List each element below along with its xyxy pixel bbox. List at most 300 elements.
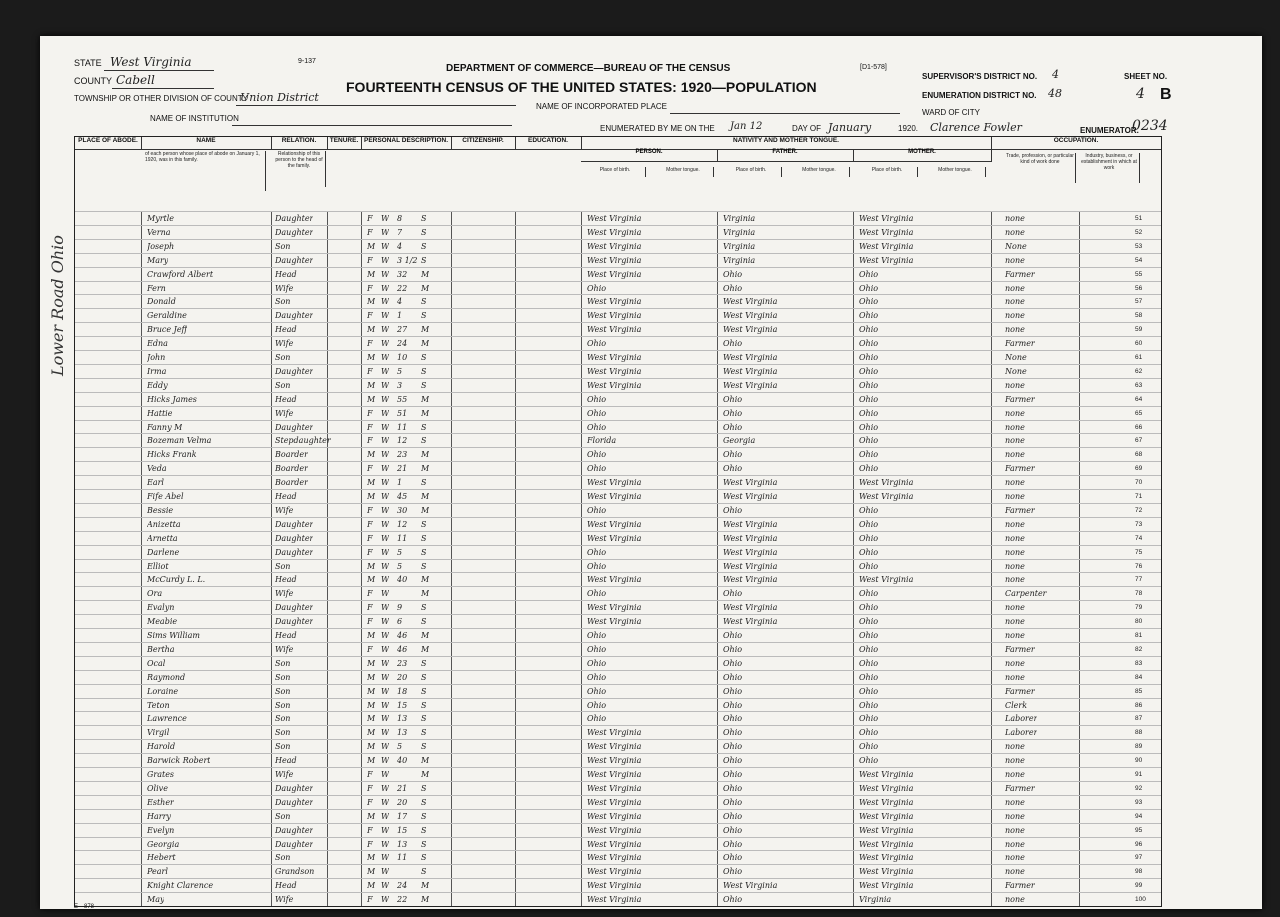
cell-race: W <box>381 227 390 237</box>
cell-mother-birthplace: Ohio <box>859 269 879 279</box>
cell-occupation: none <box>1005 631 1025 640</box>
cell-person-name: Evelyn <box>147 825 175 835</box>
cell-relation: Son <box>275 742 291 752</box>
cell-person-name: Olive <box>147 783 168 793</box>
place-label: NAME OF INCORPORATED PLACE <box>536 102 667 111</box>
cell-line-number: 66 <box>1135 423 1143 431</box>
margin-note: Lower Road Ohio <box>48 235 67 376</box>
cell-occupation: none <box>1005 770 1025 779</box>
cell-person-name: Mary <box>147 255 169 265</box>
cell-marital-status: M <box>421 339 430 349</box>
cell-mother-birthplace: Ohio <box>859 644 879 654</box>
cell-relation: Head <box>275 492 297 501</box>
cell-birthplace: West Virginia <box>587 825 642 835</box>
cell-mother-birthplace: Ohio <box>859 686 879 696</box>
cell-sex: F <box>367 797 373 807</box>
cell-occupation: Farmer <box>1005 505 1035 515</box>
cell-age: 17 <box>397 811 408 821</box>
cell-sex: M <box>367 700 376 710</box>
cell-relation: Head <box>275 756 297 766</box>
cell-father-birthplace: West Virginia <box>723 881 778 891</box>
cell-birthplace: Ohio <box>587 408 607 418</box>
cell-birthplace: West Virginia <box>587 756 642 766</box>
cell-marital-status: S <box>421 783 427 793</box>
cell-occupation: none <box>1005 797 1025 807</box>
cell-marital-status: S <box>421 311 427 321</box>
cell-marital-status: S <box>421 825 427 835</box>
cell-age: 9 <box>397 603 403 613</box>
cell-occupation: none <box>1005 436 1025 446</box>
cell-race: W <box>381 519 390 529</box>
cell-race: W <box>381 380 390 390</box>
cell-sex: M <box>367 297 376 307</box>
cell-race: W <box>381 589 390 599</box>
cell-relation: Son <box>275 658 291 668</box>
cell-person-name: Geraldine <box>147 311 187 321</box>
header-tenure: TENURE. <box>327 137 362 150</box>
cell-birthplace: Ohio <box>587 339 607 349</box>
cell-birthplace: Ohio <box>587 283 607 293</box>
cell-line-number: 92 <box>1135 784 1143 792</box>
cell-person-name: Ocal <box>147 658 166 668</box>
cell-age: 1 <box>397 311 403 321</box>
cell-person-name: John <box>147 353 166 362</box>
cell-occupation: none <box>1005 214 1025 223</box>
cell-sex: M <box>367 394 376 404</box>
cell-relation: Son <box>275 561 291 571</box>
cell-birthplace: Ohio <box>587 672 607 682</box>
cell-occupation: None <box>1005 353 1027 362</box>
cell-mother-birthplace: West Virginia <box>859 797 914 807</box>
footer-code: E—878 <box>74 904 95 910</box>
cell-age: 13 <box>397 728 408 738</box>
cell-relation: Head <box>275 881 297 891</box>
cell-age: 21 <box>397 464 408 474</box>
cell-race: W <box>381 339 390 349</box>
enumerator-label: ENUMERATOR. <box>1080 126 1139 135</box>
cell-person-name: Teton <box>147 700 170 710</box>
cell-occupation: Farmer <box>1005 339 1035 349</box>
cell-mother-birthplace: Ohio <box>859 589 879 599</box>
cell-mother-birthplace: West Virginia <box>859 853 914 863</box>
header-mother: MOTHER. <box>853 149 992 162</box>
table-row <box>75 281 1161 295</box>
cell-occupation: Farmer <box>1005 783 1035 793</box>
cell-birthplace: West Virginia <box>587 366 642 376</box>
enumerated-day: Jan 12 <box>730 121 763 132</box>
cell-sex: M <box>367 478 376 488</box>
cell-age: 5 <box>397 561 403 571</box>
cell-birthplace: West Virginia <box>587 380 642 390</box>
cell-father-birthplace: West Virginia <box>723 325 778 335</box>
cell-father-birthplace: West Virginia <box>723 492 778 501</box>
cell-father-birthplace: West Virginia <box>723 533 778 543</box>
cell-person-name: Hicks Frank <box>147 450 197 460</box>
cell-line-number: 77 <box>1135 576 1143 584</box>
table-row <box>75 823 1161 837</box>
cell-birthplace: West Virginia <box>587 478 642 488</box>
cell-sex: M <box>367 353 376 362</box>
cell-occupation: none <box>1005 422 1025 432</box>
cell-father-birthplace: West Virginia <box>723 366 778 376</box>
cell-birthplace: West Virginia <box>587 311 642 321</box>
cell-marital-status: S <box>421 380 427 390</box>
cell-father-birthplace: West Virginia <box>723 478 778 488</box>
cell-age: 24 <box>397 881 408 891</box>
cell-occupation: none <box>1005 839 1025 849</box>
cell-race: W <box>381 325 390 335</box>
cell-mother-birthplace: Ohio <box>859 422 879 432</box>
cell-person-name: Bruce Jeff <box>147 325 188 335</box>
cell-person-name: Anizetta <box>147 519 181 529</box>
cell-father-birthplace: West Virginia <box>723 519 778 529</box>
header-trade: Trade, profession, or particular kind of work done <box>1005 153 1076 183</box>
cell-race: W <box>381 631 390 640</box>
cell-race: W <box>381 770 390 779</box>
cell-line-number: 71 <box>1135 493 1143 500</box>
table-row <box>75 892 1161 906</box>
cell-mother-birthplace: Ohio <box>859 505 879 515</box>
cell-occupation: none <box>1005 255 1025 265</box>
cell-relation: Boarder <box>275 464 308 474</box>
cell-occupation: none <box>1005 492 1025 501</box>
cell-age: 21 <box>397 783 408 793</box>
cell-mother-birthplace: West Virginia <box>859 575 914 585</box>
cell-line-number: 62 <box>1135 367 1143 375</box>
cell-age: 30 <box>397 505 408 515</box>
cell-race: W <box>381 575 390 585</box>
cell-person-name: Lawrence <box>147 714 187 724</box>
cell-birthplace: Ohio <box>587 714 607 724</box>
cell-line-number: 80 <box>1135 618 1143 626</box>
cell-father-birthplace: Virginia <box>723 241 756 251</box>
cell-person-name: Harold <box>147 742 176 752</box>
cell-person-name: Irma <box>147 366 167 376</box>
table-row <box>75 781 1161 795</box>
cell-occupation: none <box>1005 867 1025 877</box>
cell-relation: Son <box>275 686 291 696</box>
table-row <box>75 586 1161 600</box>
cell-person-name: Virgil <box>147 728 170 738</box>
cell-father-birthplace: Ohio <box>723 505 743 515</box>
cell-marital-status: M <box>421 770 430 779</box>
cell-age: 8 <box>397 214 403 223</box>
cell-mother-birthplace: Ohio <box>859 366 879 376</box>
cell-line-number: 70 <box>1135 479 1143 487</box>
cell-father-birthplace: West Virginia <box>723 561 778 571</box>
cell-line-number: 88 <box>1135 729 1143 737</box>
cell-mother-birthplace: West Virginia <box>859 255 914 265</box>
cell-relation: Daughter <box>275 214 314 223</box>
cell-relation: Son <box>275 241 291 251</box>
cell-occupation: none <box>1005 283 1025 293</box>
cell-marital-status: S <box>421 227 427 237</box>
cell-person-name: Bozeman Velma <box>147 436 212 446</box>
cell-mother-birthplace: West Virginia <box>859 227 914 237</box>
cell-relation: Son <box>275 353 291 362</box>
cell-marital-status: S <box>421 714 427 724</box>
cell-birthplace: West Virginia <box>587 519 642 529</box>
cell-line-number: 65 <box>1135 409 1143 417</box>
cell-relation: Son <box>275 700 291 710</box>
enum-district-label: ENUMERATION DISTRICT NO. <box>922 91 1037 100</box>
cell-race: W <box>381 394 390 404</box>
cell-mother-birthplace: Ohio <box>859 631 879 640</box>
cell-father-birthplace: West Virginia <box>723 547 778 557</box>
cell-occupation: none <box>1005 297 1025 307</box>
table-row <box>75 739 1161 753</box>
cell-age: 23 <box>397 450 408 460</box>
header-occupation: OCCUPATION. <box>991 137 1161 150</box>
cell-sex: M <box>367 728 376 738</box>
table-row <box>75 809 1161 823</box>
cell-relation: Wife <box>275 644 294 654</box>
cell-birthplace: West Virginia <box>587 255 642 265</box>
cell-birthplace: West Virginia <box>587 797 642 807</box>
cell-line-number: 68 <box>1135 451 1143 459</box>
cell-marital-status: M <box>421 631 430 640</box>
table-row <box>75 489 1161 503</box>
cell-father-birthplace: Ohio <box>723 450 743 460</box>
cell-birthplace: Ohio <box>587 686 607 696</box>
cell-line-number: 55 <box>1135 270 1143 278</box>
table-row <box>75 225 1161 239</box>
cell-marital-status: S <box>421 686 427 696</box>
cell-line-number: 53 <box>1135 242 1143 250</box>
header-relation: RELATION. <box>271 137 328 150</box>
table-row <box>75 628 1161 642</box>
cell-marital-status: S <box>421 436 427 446</box>
cell-race: W <box>381 561 390 571</box>
cell-person-name: Elliot <box>147 561 169 571</box>
cell-race: W <box>381 297 390 307</box>
cell-birthplace: West Virginia <box>587 811 642 821</box>
month-value: January <box>828 121 872 134</box>
cell-birthplace: West Virginia <box>587 353 642 362</box>
cell-marital-status: S <box>421 728 427 738</box>
cell-occupation: none <box>1005 603 1025 613</box>
cell-father-birthplace: Ohio <box>723 658 743 668</box>
cell-age: 4 <box>397 297 403 307</box>
cell-line-number: 76 <box>1135 562 1143 570</box>
cell-father-birthplace: Virginia <box>723 227 756 237</box>
header-personal: PERSONAL DESCRIPTION. <box>361 137 452 150</box>
header-pob-person: Place of birth. <box>585 167 646 177</box>
cell-occupation: none <box>1005 672 1025 682</box>
cell-age: 11 <box>397 853 408 863</box>
table-row <box>75 322 1161 336</box>
cell-birthplace: Ohio <box>587 561 607 571</box>
cell-birthplace: Ohio <box>587 450 607 460</box>
cell-marital-status: S <box>421 839 427 849</box>
cell-line-number: 96 <box>1135 840 1143 848</box>
cell-relation: Daughter <box>275 519 314 529</box>
table-row <box>75 433 1161 447</box>
cell-father-birthplace: Ohio <box>723 728 743 738</box>
cell-birthplace: West Virginia <box>587 492 642 501</box>
cell-race: W <box>381 839 390 849</box>
table-row <box>75 308 1161 322</box>
cell-mother-birthplace: Ohio <box>859 742 879 752</box>
cell-occupation: none <box>1005 756 1025 766</box>
cell-birthplace: West Virginia <box>587 241 642 251</box>
cell-occupation: none <box>1005 811 1025 821</box>
cell-marital-status: M <box>421 464 430 474</box>
cell-age: 18 <box>397 686 408 696</box>
cell-sex: F <box>367 255 373 265</box>
header-father: FATHER. <box>717 149 854 162</box>
cell-race: W <box>381 450 390 460</box>
cell-line-number: 79 <box>1135 604 1143 612</box>
cell-occupation: Farmer <box>1005 394 1035 404</box>
cell-sex: M <box>367 853 376 863</box>
cell-birthplace: West Virginia <box>587 867 642 877</box>
cell-occupation: none <box>1005 547 1025 557</box>
cell-sex: F <box>367 464 373 474</box>
cell-marital-status: S <box>421 561 427 571</box>
header-name: NAME <box>141 137 272 150</box>
cell-person-name: Hebert <box>147 853 176 863</box>
cell-age: 46 <box>397 631 408 640</box>
cell-sex: F <box>367 770 373 779</box>
cell-father-birthplace: Ohio <box>723 797 743 807</box>
cell-relation: Daughter <box>275 783 314 793</box>
cell-line-number: 61 <box>1135 354 1143 361</box>
cell-father-birthplace: Ohio <box>723 756 743 766</box>
cell-person-name: Edna <box>147 339 168 349</box>
cell-relation: Son <box>275 297 291 307</box>
cell-age: 46 <box>397 644 408 654</box>
cell-mother-birthplace: Ohio <box>859 339 879 349</box>
cell-relation: Wife <box>275 408 294 418</box>
cell-marital-status: M <box>421 881 430 891</box>
cell-relation: Wife <box>275 770 294 779</box>
cell-relation: Daughter <box>275 533 314 543</box>
cell-relation: Daughter <box>275 366 314 376</box>
cell-mother-birthplace: Virginia <box>859 895 892 905</box>
cell-occupation: none <box>1005 380 1025 390</box>
cell-father-birthplace: West Virginia <box>723 380 778 390</box>
cell-sex: M <box>367 575 376 585</box>
header-tongue-father: Mother tongue. <box>789 167 850 177</box>
cell-relation: Daughter <box>275 825 314 835</box>
cell-father-birthplace: Ohio <box>723 783 743 793</box>
cell-mother-birthplace: Ohio <box>859 325 879 335</box>
table-row <box>75 878 1161 892</box>
cell-marital-status: S <box>421 214 427 223</box>
cell-relation: Grandson <box>275 867 315 877</box>
census-table <box>74 136 1162 907</box>
cell-birthplace: West Virginia <box>587 728 642 738</box>
cell-relation: Wife <box>275 339 294 349</box>
cell-birthplace: Ohio <box>587 505 607 515</box>
cell-age: 6 <box>397 617 403 627</box>
cell-relation: Head <box>275 631 297 640</box>
cell-mother-birthplace: West Virginia <box>859 811 914 821</box>
cell-race: W <box>381 255 390 265</box>
cell-race: W <box>381 825 390 835</box>
cell-birthplace: West Virginia <box>587 325 642 335</box>
cell-relation: Head <box>275 269 297 279</box>
cell-line-number: 98 <box>1135 868 1143 876</box>
table-row <box>75 850 1161 864</box>
cell-occupation: none <box>1005 561 1025 571</box>
form-code: [D1-578] <box>860 64 887 71</box>
cell-marital-status: M <box>421 756 430 766</box>
cell-occupation: Carpenter <box>1005 589 1047 599</box>
cell-marital-status: M <box>421 450 430 460</box>
cell-father-birthplace: West Virginia <box>723 297 778 307</box>
header-pob-mother: Place of birth. <box>857 167 918 177</box>
cell-birthplace: West Virginia <box>587 297 642 307</box>
cell-sex: M <box>367 881 376 891</box>
cell-line-number: 57 <box>1135 298 1143 306</box>
cell-mother-birthplace: Ohio <box>859 714 879 724</box>
cell-age: 1 <box>397 478 403 488</box>
cell-sex: F <box>367 825 373 835</box>
cell-sex: M <box>367 631 376 640</box>
cell-occupation: none <box>1005 658 1025 668</box>
township-label: TOWNSHIP OR OTHER DIVISION OF COUNTY <box>74 94 248 103</box>
cell-relation: Son <box>275 672 291 682</box>
cell-mother-birthplace: Ohio <box>859 658 879 668</box>
table-row <box>75 517 1161 531</box>
table-row <box>75 545 1161 559</box>
cell-age: 13 <box>397 839 408 849</box>
cell-birthplace: West Virginia <box>587 227 642 237</box>
cell-relation: Stepdaughter <box>275 436 331 446</box>
cell-person-name: Earl <box>147 478 164 488</box>
state-label: STATE <box>74 58 102 68</box>
cell-sex: F <box>367 311 373 321</box>
cell-age: 3 1/2 <box>397 255 418 265</box>
year-value: 1920. <box>898 124 919 133</box>
cell-father-birthplace: Ohio <box>723 589 743 599</box>
cell-sex: M <box>367 450 376 460</box>
cell-marital-status: S <box>421 547 427 557</box>
cell-relation: Daughter <box>275 311 314 321</box>
cell-line-number: 64 <box>1135 395 1143 403</box>
cell-mother-birthplace: West Virginia <box>859 839 914 849</box>
cell-race: W <box>381 366 390 376</box>
cell-mother-birthplace: Ohio <box>859 728 879 738</box>
cell-race: W <box>381 214 390 223</box>
cell-sex: F <box>367 519 373 529</box>
cell-occupation: none <box>1005 519 1025 529</box>
cell-person-name: Evalyn <box>147 603 175 613</box>
cell-age: 40 <box>397 575 408 585</box>
table-row <box>75 767 1161 781</box>
cell-father-birthplace: Georgia <box>723 436 756 446</box>
cell-race: W <box>381 533 390 543</box>
cell-relation: Son <box>275 380 291 390</box>
table-row <box>75 239 1161 253</box>
cell-father-birthplace: Virginia <box>723 255 756 265</box>
cell-line-number: 81 <box>1135 632 1143 639</box>
cell-age: 22 <box>397 895 408 905</box>
cell-sex: F <box>367 603 373 613</box>
cell-sex: M <box>367 686 376 696</box>
cell-age: 27 <box>397 325 408 335</box>
table-row <box>75 406 1161 420</box>
cell-father-birthplace: West Virginia <box>723 617 778 627</box>
cell-race: W <box>381 881 390 891</box>
cell-person-name: McCurdy L. L. <box>147 575 206 585</box>
cell-sex: F <box>367 617 373 627</box>
cell-mother-birthplace: Ohio <box>859 408 879 418</box>
cell-age: 13 <box>397 714 408 724</box>
cell-father-birthplace: Ohio <box>723 770 743 779</box>
